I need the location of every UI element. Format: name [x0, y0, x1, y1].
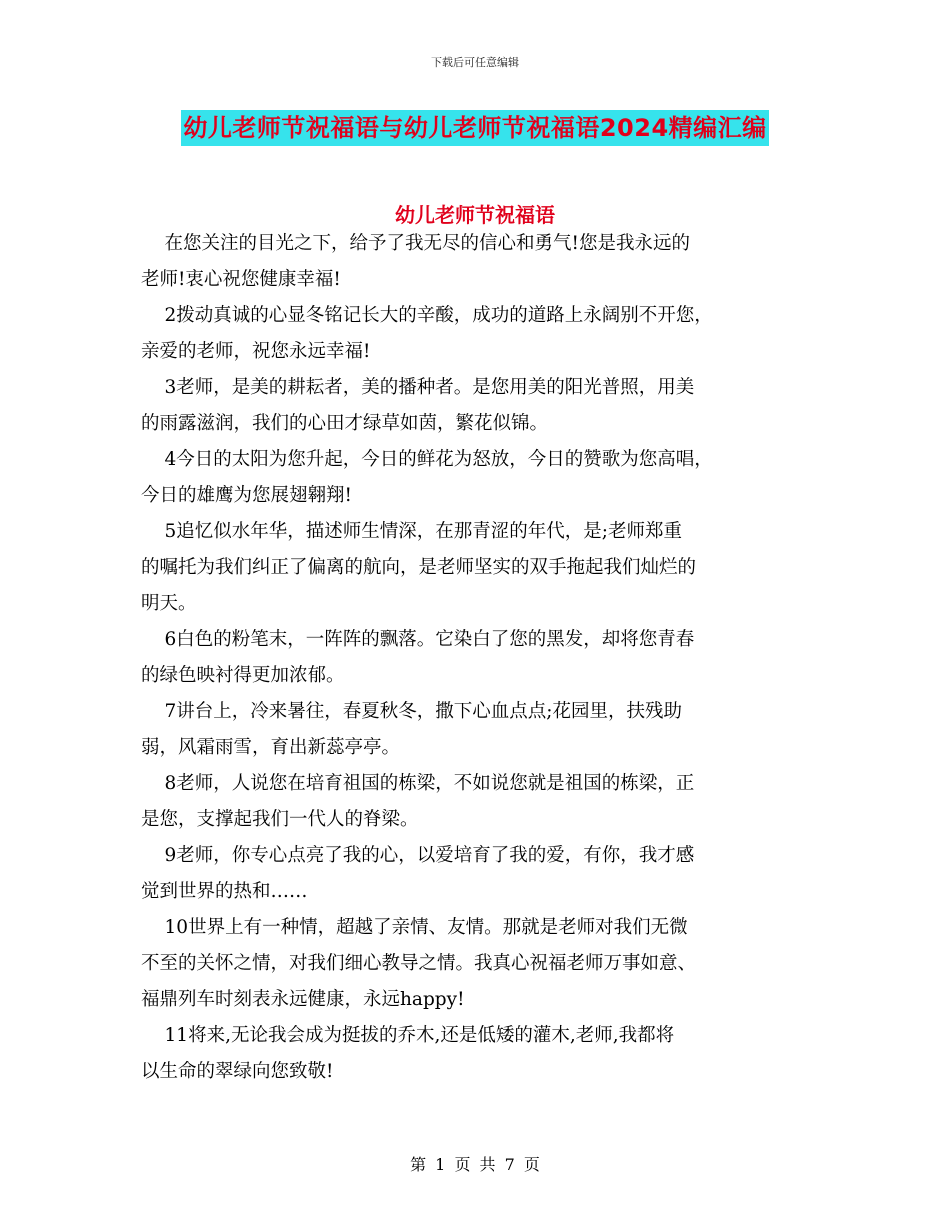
paragraph-line: 2拨动真诚的心显冬铭记长大的辛酸，成功的道路上永阔别不开您，: [141, 305, 713, 326]
paragraph-line: 在您关注的目光之下，给予了我无尽的信心和勇气!您是我永远的: [141, 233, 690, 254]
paragraph-line: 明天。: [141, 593, 197, 614]
document-body: [141, 226, 813, 1090]
header-note: 下载后可任意编辑: [431, 56, 519, 69]
paragraph-line: 以生命的翠绿向您致敬!: [141, 1061, 334, 1082]
paragraph-line: 3老师，是美的耕耘者，美的播种者。是您用美的阳光普照，用美: [141, 377, 695, 398]
paragraph-line: 老师!衷心祝您健康幸福!: [141, 269, 341, 290]
page-footer: 第 1 页 共 7 页: [410, 1155, 540, 1174]
paragraph-line: 今日的雄鹰为您展翅翱翔!: [141, 485, 352, 506]
paragraph-line: 觉到世界的热和……: [141, 881, 308, 902]
document-title-wrapper: [0, 110, 950, 146]
paragraph-line: 9老师，你专心点亮了我的心，以爱培育了我的爱，有你，我才感: [141, 845, 695, 866]
paragraph-line: 7讲台上，冷来暑往，春夏秋冬，撒下心血点点;花园里，扶残助: [141, 701, 683, 722]
paragraph-line: 福鼎列车时刻表永远健康，永远happy!: [141, 989, 465, 1010]
paragraph-line: 不至的关怀之情，对我们细心教导之情。我真心祝福老师万事如意、: [141, 953, 697, 974]
paragraph-line: 8老师，人说您在培育祖国的栋梁，不如说您就是祖国的栋梁，正: [141, 773, 695, 794]
paragraph-line: 10世界上有一种情，超越了亲情、友情。那就是老师对我们无微: [141, 917, 688, 938]
paragraph-line: 4今日的太阳为您升起，今日的鲜花为怒放，今日的赞歌为您高唱，: [141, 449, 713, 470]
paragraph-line: 的雨露滋润，我们的心田才绿草如茵，繁花似锦。: [141, 413, 549, 434]
section-title: 幼儿老师节祝福语: [395, 203, 555, 227]
paragraph-line: 5追忆似水年华，描述师生情深，在那青涩的年代，是;老师郑重: [141, 521, 683, 542]
paragraph-line: 6白色的粉笔末，一阵阵的飘落。它染白了您的黑发，却将您青春: [141, 629, 695, 650]
paragraph-line: 弱，风霜雨雪，育出新蕊亭亭。: [141, 737, 401, 758]
document-title: 幼儿老师节祝福语与幼儿老师节祝福语2024精编汇编: [181, 110, 768, 146]
paragraph-line: 是您，支撑起我们一代人的脊梁。: [141, 809, 419, 830]
paragraph-line: 的嘱托为我们纠正了偏离的航向，是老师坚实的双手拖起我们灿烂的: [141, 557, 697, 578]
paragraph-line: 亲爱的老师，祝您永远幸福!: [141, 341, 371, 362]
paragraph-line: 11将来,无论我会成为挺拔的乔木,还是低矮的灌木,老师,我都将: [141, 1025, 675, 1046]
paragraph-line: 的绿色映衬得更加浓郁。: [141, 665, 345, 686]
